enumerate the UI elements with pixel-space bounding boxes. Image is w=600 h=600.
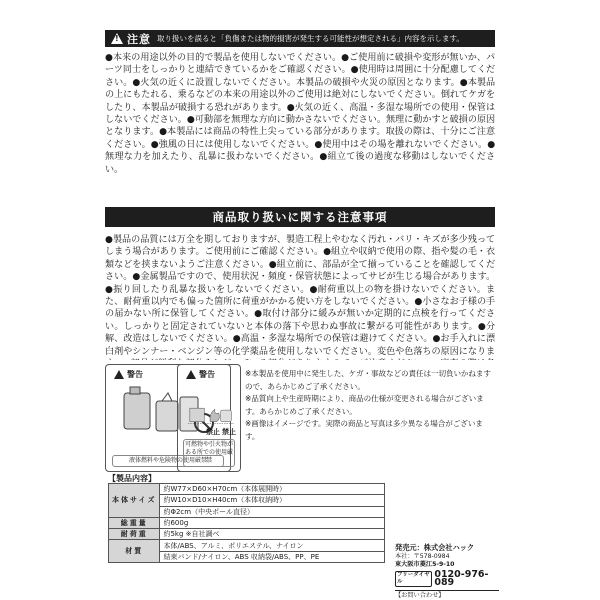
spec-value: 約W10×D10×H40cm（本体収納時）: [160, 495, 385, 506]
seller-phone-row: [395, 568, 499, 589]
note-item: ※本製品を使用中に発生した、ケガ・事故などの責任は一切負いかねますので、あらかじめご了承ください。: [245, 369, 491, 391]
table-row: [109, 484, 385, 495]
spec-value: 約5kg ※自社調べ: [160, 529, 385, 540]
spec-label: 材質: [109, 540, 160, 563]
spec-label: 総重量: [109, 517, 160, 528]
seller-address-label: 本社：〒578-0984: [395, 552, 450, 560]
note-item: ※品質向上や生産時期により、商品の仕様が変更される場合がございます。あらかじめご了承ください。: [245, 394, 484, 416]
seller-phone: 0120-976-089: [434, 568, 489, 589]
seller-info: [395, 544, 499, 600]
caution-header: [105, 30, 495, 47]
spec-table: [108, 483, 385, 563]
warning-triangle-icon: [114, 370, 124, 379]
table-row: [109, 517, 385, 528]
handling-body: ●製品の品質には万全を期しておりますが、製造工程上やむなく汚れ・バリ・キズが多少残ってしまう場合があります。ご使用前にご確認ください。●組立や収納で使用の際、指や髪の毛・衣類などを挟まないようご注意ください。●組立前に、部品が全て揃っていることを確認してください。●金属製品ですので、使用状況・頻度・保管状態によってサビが生じる場合があります。●振り回したり乱暴な扱いをしないでください。●耐荷重以上の物を掛けないでください。また、耐荷重以内でも偏った箇所に荷重がかかる使い方をしないでください。●小さなお子様の手の届かない所に保管してください。●取付け部分に緩みが無いか定期的に点検を行ってください。しっかりと固定されていないと本体の落下や思わぬ事故に繋がる可能性があります。●分解、改造はしないでください。●高温・多湿な場所での保管は避けてください。●お手入れに漂白剤やシンナー・ベンジン等の化学薬品を使用しないでください。変色や色落ちの原因になりま: [105, 235, 495, 357]
caution-body: ●本来の用途以外の目的で製品を使用しないでください。●ご使用前に破損や変形が無いか、パーツ同士をしっかりと連結できているかをご確認ください。●使用時は周囲に十分配慮してください。●火気の近くに設置しないでください。本製品の破損や火災の原因となります。●本製品の上にもたれる、乗るなどの本来の用途以外のご使用は絶対にしないでください。倒れてケガをしたり、本製品が破損する恐れがあります。●火気の近く、高温・多湿な場所での使用・保管はしないでください。●可動部を無理な方向に動かさないでください。無理に動かすと破損の原因となります。●本製品には商品の特性上尖っている部分があります。取扱の際は、十分にご注意ください。●強風の日には使用しないでください。●使用中はその場を離れないでください。●無理な力を加えたり、乱暴に扱わないでください。●組立て後の過度な移動はしないでください。: [105, 53, 495, 175]
seller-address: 東大阪市菱江5-9-10: [395, 561, 455, 569]
spec-value: 結束バンド/ナイロン、ABS 収納袋/ABS、PP、PE: [160, 551, 385, 562]
table-row: [109, 529, 385, 540]
notes: [245, 368, 495, 444]
warning-triangle-icon: [186, 370, 196, 379]
warning-label: 警告: [186, 369, 215, 380]
spec-value: 本体/ABS、アルミ、ポリエステル、ナイロン: [160, 540, 385, 551]
spec-value: 約W77×D60×H70cm（本体展開時）: [160, 484, 385, 495]
spec-value: 約600g: [160, 517, 385, 528]
warning-caption: 液体燃料や危険物の使用厳禁: [112, 455, 224, 467]
seller-name: 発売元：株式会社ハック: [395, 543, 475, 552]
warning-triangle-icon: [111, 33, 123, 44]
free-dial-icon: フリーダイヤル: [395, 571, 432, 587]
spec-value: 約Φ2cm（中央ポール直径）: [160, 506, 385, 517]
warning-label: 警告: [114, 369, 143, 380]
table-row: [109, 540, 385, 551]
spec-label: 耐荷重: [109, 529, 160, 540]
handling-title: 商品取り扱いに関する注意事項: [105, 207, 495, 227]
prohibited-label: 禁止: [222, 428, 236, 436]
caution-subtitle: 取り扱いを誤ると「負傷または物的損害が発生する可能性が想定される」内容を示します。: [157, 34, 464, 43]
prohibited-label: 禁止: [206, 428, 220, 436]
spec-title: 【製品内容】: [108, 474, 156, 483]
warning-box-flammable: [177, 364, 241, 472]
note-item: ※画像はイメージです。実際の商品と写真は多少異なる場合がございます。: [245, 419, 483, 441]
caution-title: 注意: [127, 32, 151, 46]
seller-inquiry: 【お問い合わせ】: [395, 590, 499, 600]
spec-label: 本体サイズ: [109, 484, 160, 518]
warning-caption: 可燃物や引火物がある所での使用厳禁: [183, 439, 235, 467]
